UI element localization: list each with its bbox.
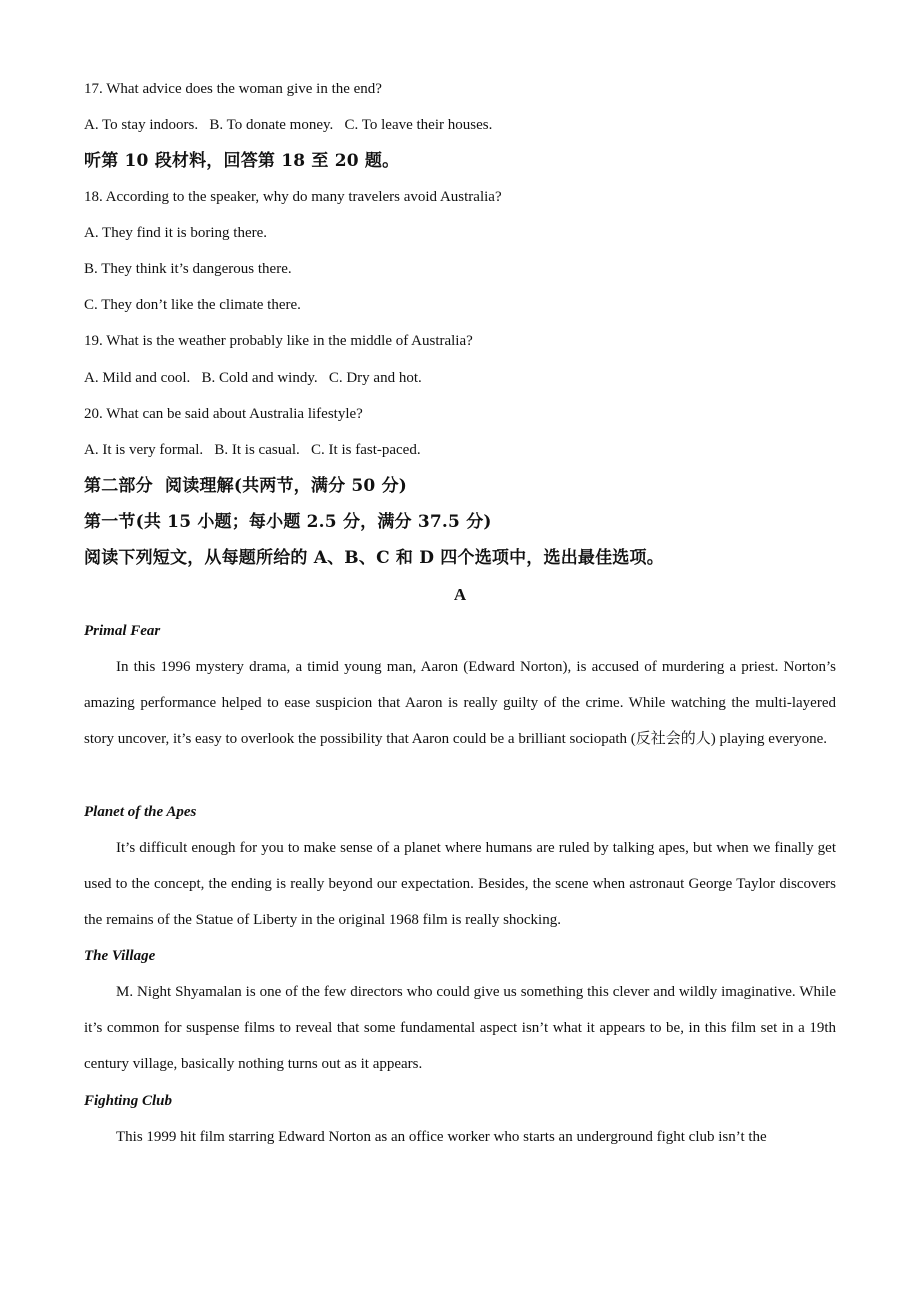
reading-section-heading: 第一节(共 15 小题；每小题 2.5 分，满分 37.5 分) (84, 512, 492, 532)
film-title-planet-of-the-apes: Planet of the Apes (84, 804, 197, 820)
question-18-option-b: B. They think it’s dangerous there. (84, 261, 292, 277)
question-20-options: A. It is very formal. B. It is casual. C. It is fast-paced. (84, 442, 421, 458)
film-text-primal-fear: In this 1996 mystery drama, a timid young man, Aaron (Edward Norton), is accused of murdering a priest. Norton’s amazing performance helped to ease suspicion that Aaron is really guilty of the crime. While watching the multi-layered story uncover, it’s easy to overlook the possibility that Aaron could be a brilliant sociopath (反社会的人) playing everyone. (84, 659, 836, 747)
question-18-option-a: A. They find it is boring there. (84, 225, 268, 241)
reading-part-heading: 第二部分 阅读理解(共两节，满分 50 分) (84, 476, 408, 496)
film-text-fighting-club: This 1999 hit film starring Edward Norton as an office worker who starts an underground fight club isn’t the (116, 1129, 767, 1145)
question-19: 19. What is the weather probably like in the middle of Australia? (84, 333, 473, 349)
film-title-primal-fear: Primal Fear (84, 623, 161, 639)
film-text-the-village: M. Night Shyamalan is one of the few directors who could give us something this clever and wildly imaginative. While it’s common for suspense films to reveal that some fundamental aspect isn’t what it appears to be, in this film set in a 19th century village, basically nothing turns out as it appears. (84, 984, 836, 1072)
section-10-heading: 听第 10 段材料，回答第 18 至 20 题。 (84, 151, 400, 171)
film-title-the-village: The Village (84, 948, 156, 964)
question-17-options: A. To stay indoors. B. To donate money. C. To leave their houses. (84, 117, 493, 133)
film-text-planet-of-the-apes: It’s difficult enough for you to make sense of a planet where humans are ruled by talking apes, but when we finally get used to the concept, the ending is really beyond our expectation. Besides, the scene when astronaut George Taylor discovers the remains of the Statue of Liberty in the original 1968 film is really shocking. (84, 840, 836, 928)
question-17: 17. What advice does the woman give in the end? (84, 81, 382, 97)
question-20: 20. What can be said about Australia lifestyle? (84, 406, 363, 422)
reading-instruction: 阅读下列短文，从每题所给的 A、B、C 和 D 四个选项中，选出最佳选项。 (84, 548, 664, 568)
film-title-fighting-club: Fighting Club (84, 1093, 172, 1109)
question-18-option-c: C. They don’t like the climate there. (84, 297, 301, 313)
passage-letter: A (453, 585, 467, 604)
question-19-options: A. Mild and cool. B. Cold and windy. C. Dry and hot. (84, 370, 422, 386)
question-18: 18. According to the speaker, why do many travelers avoid Australia? (84, 189, 502, 205)
